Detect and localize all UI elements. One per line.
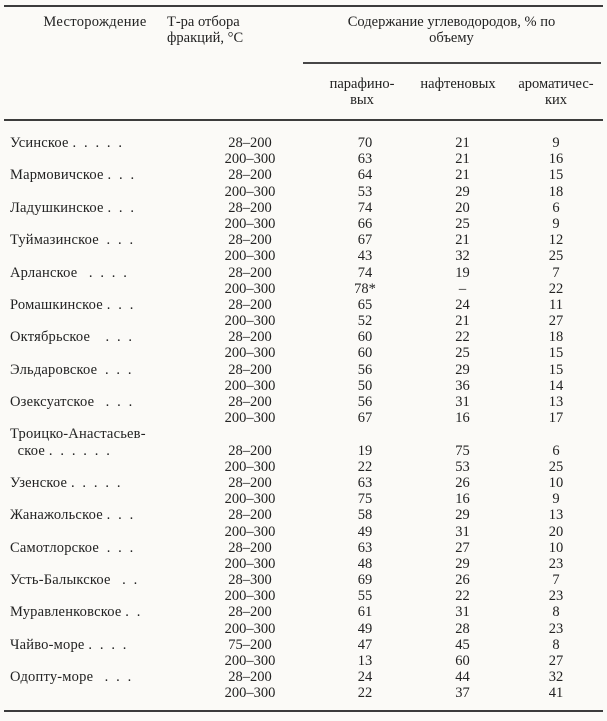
subheader-aromatic-line2: ких xyxy=(544,91,568,108)
naphthenic-value xyxy=(420,426,505,442)
field-name xyxy=(0,459,190,475)
table-row xyxy=(0,588,607,604)
paraffinic-value: 55 xyxy=(357,588,373,605)
paraffinic-value: 52 xyxy=(357,313,373,330)
subheader-aromatic xyxy=(506,77,606,108)
paraffinic-value: 78* xyxy=(354,280,376,297)
field-name: Муравленковское . . xyxy=(10,604,141,621)
subheader-paraffinic-line1: парафино- xyxy=(329,76,395,92)
aromatic-value: 12 xyxy=(548,232,564,249)
aromatic-value: 20 xyxy=(548,523,564,540)
subheader-aromatic-line1: ароматичес- xyxy=(518,76,594,92)
naphthenic-value: 44 xyxy=(455,669,470,686)
field-name xyxy=(0,151,190,167)
table-row xyxy=(0,443,607,459)
field-name: Жанажольское . . . xyxy=(10,507,134,524)
paraffinic-value: 56 xyxy=(357,361,373,378)
aromatic-value: 6 xyxy=(552,442,560,459)
paraffinic-value: 60 xyxy=(357,329,373,346)
content-header-divider-rule xyxy=(303,62,601,64)
aromatic-value: 17 xyxy=(548,410,564,427)
field-name: Эльдаровское . . . xyxy=(10,361,132,378)
fraction-temp-range: 28–200 xyxy=(228,167,272,184)
fraction-temp-range: 200–300 xyxy=(224,151,276,168)
paraffinic-value: 65 xyxy=(357,296,373,313)
naphthenic-value: 29 xyxy=(455,183,470,200)
fraction-temp-range: 28–200 xyxy=(228,669,272,686)
aromatic-value: 9 xyxy=(552,135,560,151)
aromatic-value xyxy=(505,426,607,442)
fraction-temp-range: 28–200 xyxy=(228,442,272,459)
field-name: Усинское . . . . . xyxy=(10,135,123,151)
fraction-temp-range: 75–200 xyxy=(228,636,272,653)
paraffinic-value: 75 xyxy=(357,491,373,508)
fraction-temp-range: 200–300 xyxy=(224,653,276,669)
aromatic-value: 8 xyxy=(552,604,560,621)
naphthenic-value: 21 xyxy=(455,135,470,151)
field-name: Арланское . . . . xyxy=(10,264,128,281)
naphthenic-value: 31 xyxy=(455,604,470,621)
field-name: Троицко-Анастасьев- xyxy=(10,426,146,443)
field-name xyxy=(0,313,190,329)
table-row xyxy=(0,491,607,507)
header-bottom-rule xyxy=(4,119,603,121)
paraffinic-value: 74 xyxy=(357,264,373,281)
subheader-naphthenic-line1: нафтеновых xyxy=(420,76,496,92)
column-header-content-line1: Содержание углеводородов, % по xyxy=(347,14,556,30)
table-row xyxy=(0,459,607,475)
fraction-temp-range xyxy=(190,426,310,442)
fraction-temp-range: 28–300 xyxy=(228,572,272,589)
paraffinic-value: 61 xyxy=(357,604,373,621)
paraffinic-value: 56 xyxy=(357,394,373,410)
field-name xyxy=(0,491,190,507)
naphthenic-value: 22 xyxy=(455,329,470,346)
table-row xyxy=(0,216,607,232)
paraffinic-value: 60 xyxy=(357,345,373,362)
naphthenic-value: 21 xyxy=(455,167,470,184)
naphthenic-value: 25 xyxy=(455,215,470,232)
table-row xyxy=(0,232,607,248)
naphthenic-value: 37 xyxy=(455,685,470,702)
naphthenic-value: 21 xyxy=(455,232,470,249)
column-header-temp-line2: фракций, °С xyxy=(167,30,244,46)
table-row xyxy=(0,313,607,329)
paraffinic-value: 50 xyxy=(357,377,373,394)
fraction-temp-range: 28–200 xyxy=(228,296,272,313)
table-row xyxy=(0,621,607,637)
fraction-temp-range: 200–300 xyxy=(224,555,276,572)
field-name: Одопту-море . . . xyxy=(10,669,132,686)
aromatic-value: 6 xyxy=(552,199,560,216)
fraction-temp-range: 28–200 xyxy=(228,361,272,378)
field-name: Чайво-море . . . . xyxy=(10,636,127,653)
paraffinic-value: 22 xyxy=(357,458,373,475)
paraffinic-value: 67 xyxy=(357,410,373,427)
column-header-content-line2: объему xyxy=(429,30,474,46)
fraction-temp-range: 28–200 xyxy=(228,329,272,346)
table-row xyxy=(0,410,607,426)
naphthenic-value: 36 xyxy=(455,377,470,394)
paraffinic-value: 63 xyxy=(357,474,373,491)
fraction-temp-range: 200–300 xyxy=(224,588,276,605)
naphthenic-value: 31 xyxy=(455,394,470,410)
table-row xyxy=(0,167,607,183)
subheader-paraffinic xyxy=(306,77,418,108)
fraction-temp-range: 28–200 xyxy=(228,394,272,410)
table-row xyxy=(0,378,607,394)
naphthenic-value: 45 xyxy=(455,636,470,653)
table-row xyxy=(0,669,607,685)
paraffinic-value: 19 xyxy=(357,442,373,459)
table-row xyxy=(0,540,607,556)
table-row xyxy=(0,281,607,297)
paraffinic-value: 49 xyxy=(357,523,373,540)
table-body xyxy=(0,135,607,702)
aromatic-value: 11 xyxy=(549,296,563,313)
fraction-temp-range: 28–200 xyxy=(228,539,272,556)
aromatic-value: 22 xyxy=(548,280,564,297)
paraffinic-value: 22 xyxy=(357,685,373,702)
naphthenic-value: – xyxy=(458,280,467,297)
fraction-temp-range: 200–300 xyxy=(224,313,276,330)
table-row xyxy=(0,394,607,410)
paraffinic-value: 49 xyxy=(357,620,373,637)
paraffinic-value: 70 xyxy=(357,135,373,151)
aromatic-value: 9 xyxy=(552,491,560,508)
column-header-temp-line1: Т-ра отбора xyxy=(167,14,240,30)
fraction-temp-range: 200–300 xyxy=(224,377,276,394)
aromatic-value: 8 xyxy=(552,636,560,653)
aromatic-value: 18 xyxy=(548,329,564,346)
aromatic-value: 13 xyxy=(548,394,564,410)
paraffinic-value: 43 xyxy=(357,248,373,265)
table-row xyxy=(0,362,607,378)
aromatic-value: 10 xyxy=(548,539,564,556)
paraffinic-value: 74 xyxy=(357,199,373,216)
fraction-temp-range: 200–300 xyxy=(224,345,276,362)
table-row xyxy=(0,637,607,653)
naphthenic-value: 16 xyxy=(455,491,470,508)
field-name: Озексуатское . . . xyxy=(10,394,133,410)
field-name: Октябрьское . . . xyxy=(10,329,133,346)
naphthenic-value: 21 xyxy=(455,313,470,330)
aromatic-value: 7 xyxy=(552,572,560,589)
aromatic-value: 16 xyxy=(548,151,564,168)
table-row xyxy=(0,507,607,523)
aromatic-value: 15 xyxy=(548,345,564,362)
fraction-temp-range: 28–200 xyxy=(228,232,272,249)
table-row xyxy=(0,248,607,264)
paraffinic-value: 24 xyxy=(357,669,373,686)
table-row xyxy=(0,426,607,442)
fraction-temp-range: 200–300 xyxy=(224,183,276,200)
fraction-temp-range: 28–200 xyxy=(228,604,272,621)
fraction-temp-range: 28–200 xyxy=(228,474,272,491)
table-row xyxy=(0,475,607,491)
subheader-naphthenic xyxy=(408,77,508,93)
paraffinic-value xyxy=(310,426,420,442)
paraffinic-value: 63 xyxy=(357,539,373,556)
table-row xyxy=(0,151,607,167)
paraffinic-value: 69 xyxy=(357,572,373,589)
aromatic-value: 23 xyxy=(548,555,564,572)
field-name xyxy=(0,524,190,540)
fraction-temp-range: 28–200 xyxy=(228,135,272,151)
field-name xyxy=(0,685,190,701)
naphthenic-value: 32 xyxy=(455,248,470,265)
naphthenic-value: 31 xyxy=(455,523,470,540)
field-name: Ромашкинское . . . xyxy=(10,296,134,313)
paraffinic-value: 47 xyxy=(357,636,373,653)
fraction-temp-range: 200–300 xyxy=(224,410,276,427)
aromatic-value: 23 xyxy=(548,588,564,605)
field-name: Ладушкинское . . . xyxy=(10,199,135,216)
field-name xyxy=(0,410,190,426)
field-name xyxy=(0,621,190,637)
aromatic-value: 25 xyxy=(548,458,564,475)
subheader-paraffinic-line2: вых xyxy=(350,91,374,108)
paraffinic-value: 66 xyxy=(357,215,373,232)
naphthenic-value: 28 xyxy=(455,620,470,637)
naphthenic-value: 22 xyxy=(455,588,470,605)
fraction-temp-range: 200–300 xyxy=(224,620,276,637)
table-row xyxy=(0,200,607,216)
column-header-field: Месторождение xyxy=(43,14,147,30)
paraffinic-value: 64 xyxy=(357,167,373,184)
fraction-temp-range: 28–200 xyxy=(228,264,272,281)
naphthenic-value: 27 xyxy=(455,539,470,556)
naphthenic-value: 24 xyxy=(455,296,470,313)
fraction-temp-range: 200–300 xyxy=(224,458,276,475)
table-row xyxy=(0,345,607,361)
fraction-temp-range: 200–300 xyxy=(224,248,276,265)
field-name xyxy=(0,184,190,200)
aromatic-value: 41 xyxy=(548,685,564,702)
table-row xyxy=(0,556,607,572)
aromatic-value: 9 xyxy=(552,215,560,232)
naphthenic-value: 20 xyxy=(455,199,470,216)
table-row xyxy=(0,329,607,345)
field-name xyxy=(0,588,190,604)
aromatic-value: 32 xyxy=(548,669,564,686)
table-row xyxy=(0,653,607,669)
field-name xyxy=(0,653,190,669)
paraffinic-value: 13 xyxy=(357,653,373,669)
aromatic-value: 27 xyxy=(548,653,564,669)
bottom-rule xyxy=(4,710,603,712)
field-name xyxy=(0,378,190,394)
naphthenic-value: 29 xyxy=(455,361,470,378)
naphthenic-value: 25 xyxy=(455,345,470,362)
field-name: ское . . . . . . xyxy=(10,442,111,459)
table-row xyxy=(0,685,607,701)
field-name xyxy=(0,281,190,297)
field-name: Туймазинское . . . xyxy=(10,232,134,249)
table-row xyxy=(0,184,607,200)
column-header-temp xyxy=(167,14,287,46)
table-row xyxy=(0,572,607,588)
field-name xyxy=(0,556,190,572)
naphthenic-value: 26 xyxy=(455,572,470,589)
paraffinic-value: 53 xyxy=(357,183,373,200)
naphthenic-value: 29 xyxy=(455,555,470,572)
paraffinic-value: 58 xyxy=(357,507,373,524)
field-name: Узенское . . . . . xyxy=(10,474,121,491)
table-row xyxy=(0,135,607,151)
fraction-temp-range: 28–200 xyxy=(228,199,272,216)
field-name: Самотлорское . . . xyxy=(10,539,134,556)
field-name: Усть-Балыкское . . xyxy=(10,572,138,589)
field-name xyxy=(0,248,190,264)
field-name xyxy=(0,216,190,232)
table-row xyxy=(0,524,607,540)
naphthenic-value: 16 xyxy=(455,410,470,427)
fraction-temp-range: 200–300 xyxy=(224,280,276,297)
naphthenic-value: 29 xyxy=(455,507,470,524)
naphthenic-value: 75 xyxy=(455,442,470,459)
aromatic-value: 15 xyxy=(548,361,564,378)
field-name xyxy=(0,345,190,361)
naphthenic-value: 53 xyxy=(455,458,470,475)
naphthenic-value: 26 xyxy=(455,474,470,491)
paraffinic-value: 67 xyxy=(357,232,373,249)
aromatic-value: 23 xyxy=(548,620,564,637)
aromatic-value: 13 xyxy=(548,507,564,524)
aromatic-value: 25 xyxy=(548,248,564,265)
paraffinic-value: 63 xyxy=(357,151,373,168)
aromatic-value: 7 xyxy=(552,264,560,281)
aromatic-value: 15 xyxy=(548,167,564,184)
fraction-temp-range: 200–300 xyxy=(224,491,276,508)
fraction-temp-range: 200–300 xyxy=(224,685,276,702)
table-row xyxy=(0,297,607,313)
column-header-content xyxy=(300,14,603,46)
aromatic-value: 10 xyxy=(548,474,564,491)
naphthenic-value: 60 xyxy=(455,653,470,669)
naphthenic-value: 21 xyxy=(455,151,470,168)
fraction-temp-range: 200–300 xyxy=(224,215,276,232)
naphthenic-value: 19 xyxy=(455,264,470,281)
table-row xyxy=(0,265,607,281)
fraction-temp-range: 28–200 xyxy=(228,507,272,524)
table-row xyxy=(0,604,607,620)
aromatic-value: 14 xyxy=(548,377,564,394)
paraffinic-value: 48 xyxy=(357,555,373,572)
aromatic-value: 18 xyxy=(548,183,564,200)
field-name: Мармовичское . . . xyxy=(10,167,135,184)
aromatic-value: 27 xyxy=(548,313,564,330)
top-rule xyxy=(4,5,603,7)
fraction-temp-range: 200–300 xyxy=(224,523,276,540)
